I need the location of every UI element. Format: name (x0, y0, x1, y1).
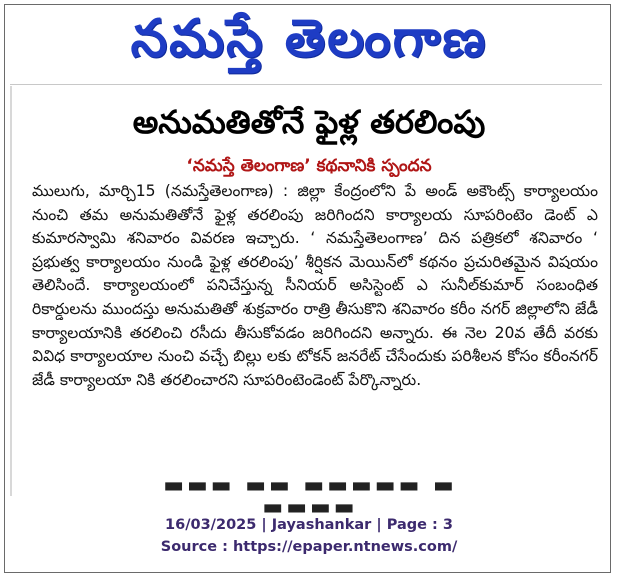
masthead (0, 0, 618, 84)
clipping-footer (0, 514, 618, 558)
article-paragraph: ములుగు, మార్చి15 (నమస్తేతెలంగాణ) : జిల్లా కేంద్రంలోని పే అండ్ అకౌంట్స్ కార్యాలయం నుంచి తమ అనుమతితోనే ఫైళ్ల తరలింపు జరిగిందని కార్యాలయ సూపరింటెం డెంట్ ఎ కుమారస్వామి శనివారం వివరణ ఇచ్చారు. ‘ నమస్తేతెలంగాణ’ దిన పత్రికలో శనివారం ‘ ప్రభుత్వ కార్యాలయం నుండి ఫైళ్ల తరలింపు’ శీర్షికన మెయిన్‌లో కథనం ప్రచురితమైన విషయం తెలిసిందే. కార్యాలయంలో పనిచేస్తున్న సీనియర్ అసిస్టెంట్ ఎ సునీల్‌కుమార్ సంబంధిత రికార్డులను ముందస్తు అనుమతితో శుక్రవారం రాత్రి తీసుకొని శనివారం కరీం నగర్ జిల్లాలోని జేడీ కార్యాలయానికి తరలించి రసీదు తీసుకోవడం జరిగిందని అన్నారు. ఈ నెల 20వ తేదీ వరకు వివిధ కార్యాలయాల నుంచి వచ్చే బిల్లు లకు టోకన్ జనరేట్ చేసేందుకు పరిశీలన కోసం కరీంనగర్ జేడీ కార్యాలయా నికి తరలించారని సూపరింటెండెంట్ పేర్కొన్నారు. (32, 182, 598, 389)
article-body (32, 180, 598, 392)
article-headline: అనుమతితోనే ఫైళ్ల తరలింపు (132, 103, 486, 141)
truncated-next-article (120, 473, 500, 520)
column-rule (10, 86, 12, 496)
footer-source-link[interactable]: Source : https://epaper.ntnews.com/ (160, 539, 458, 555)
footer-date-edition-page: 16/03/2025 | Jayashankar | Page : 3 (165, 517, 453, 533)
newspaper-logo: నమస్తే తెలంగాణ (130, 9, 488, 69)
article-subheadline: ‘నమస్తే తెలంగాణ’ కథనానికి స్పందన (186, 156, 432, 176)
masthead-divider (10, 84, 602, 85)
truncated-text-fragment: ▬▬▬ ▬▬ ▬▬▬▬▬ ▬ ▬▬▬▬ (163, 473, 457, 520)
